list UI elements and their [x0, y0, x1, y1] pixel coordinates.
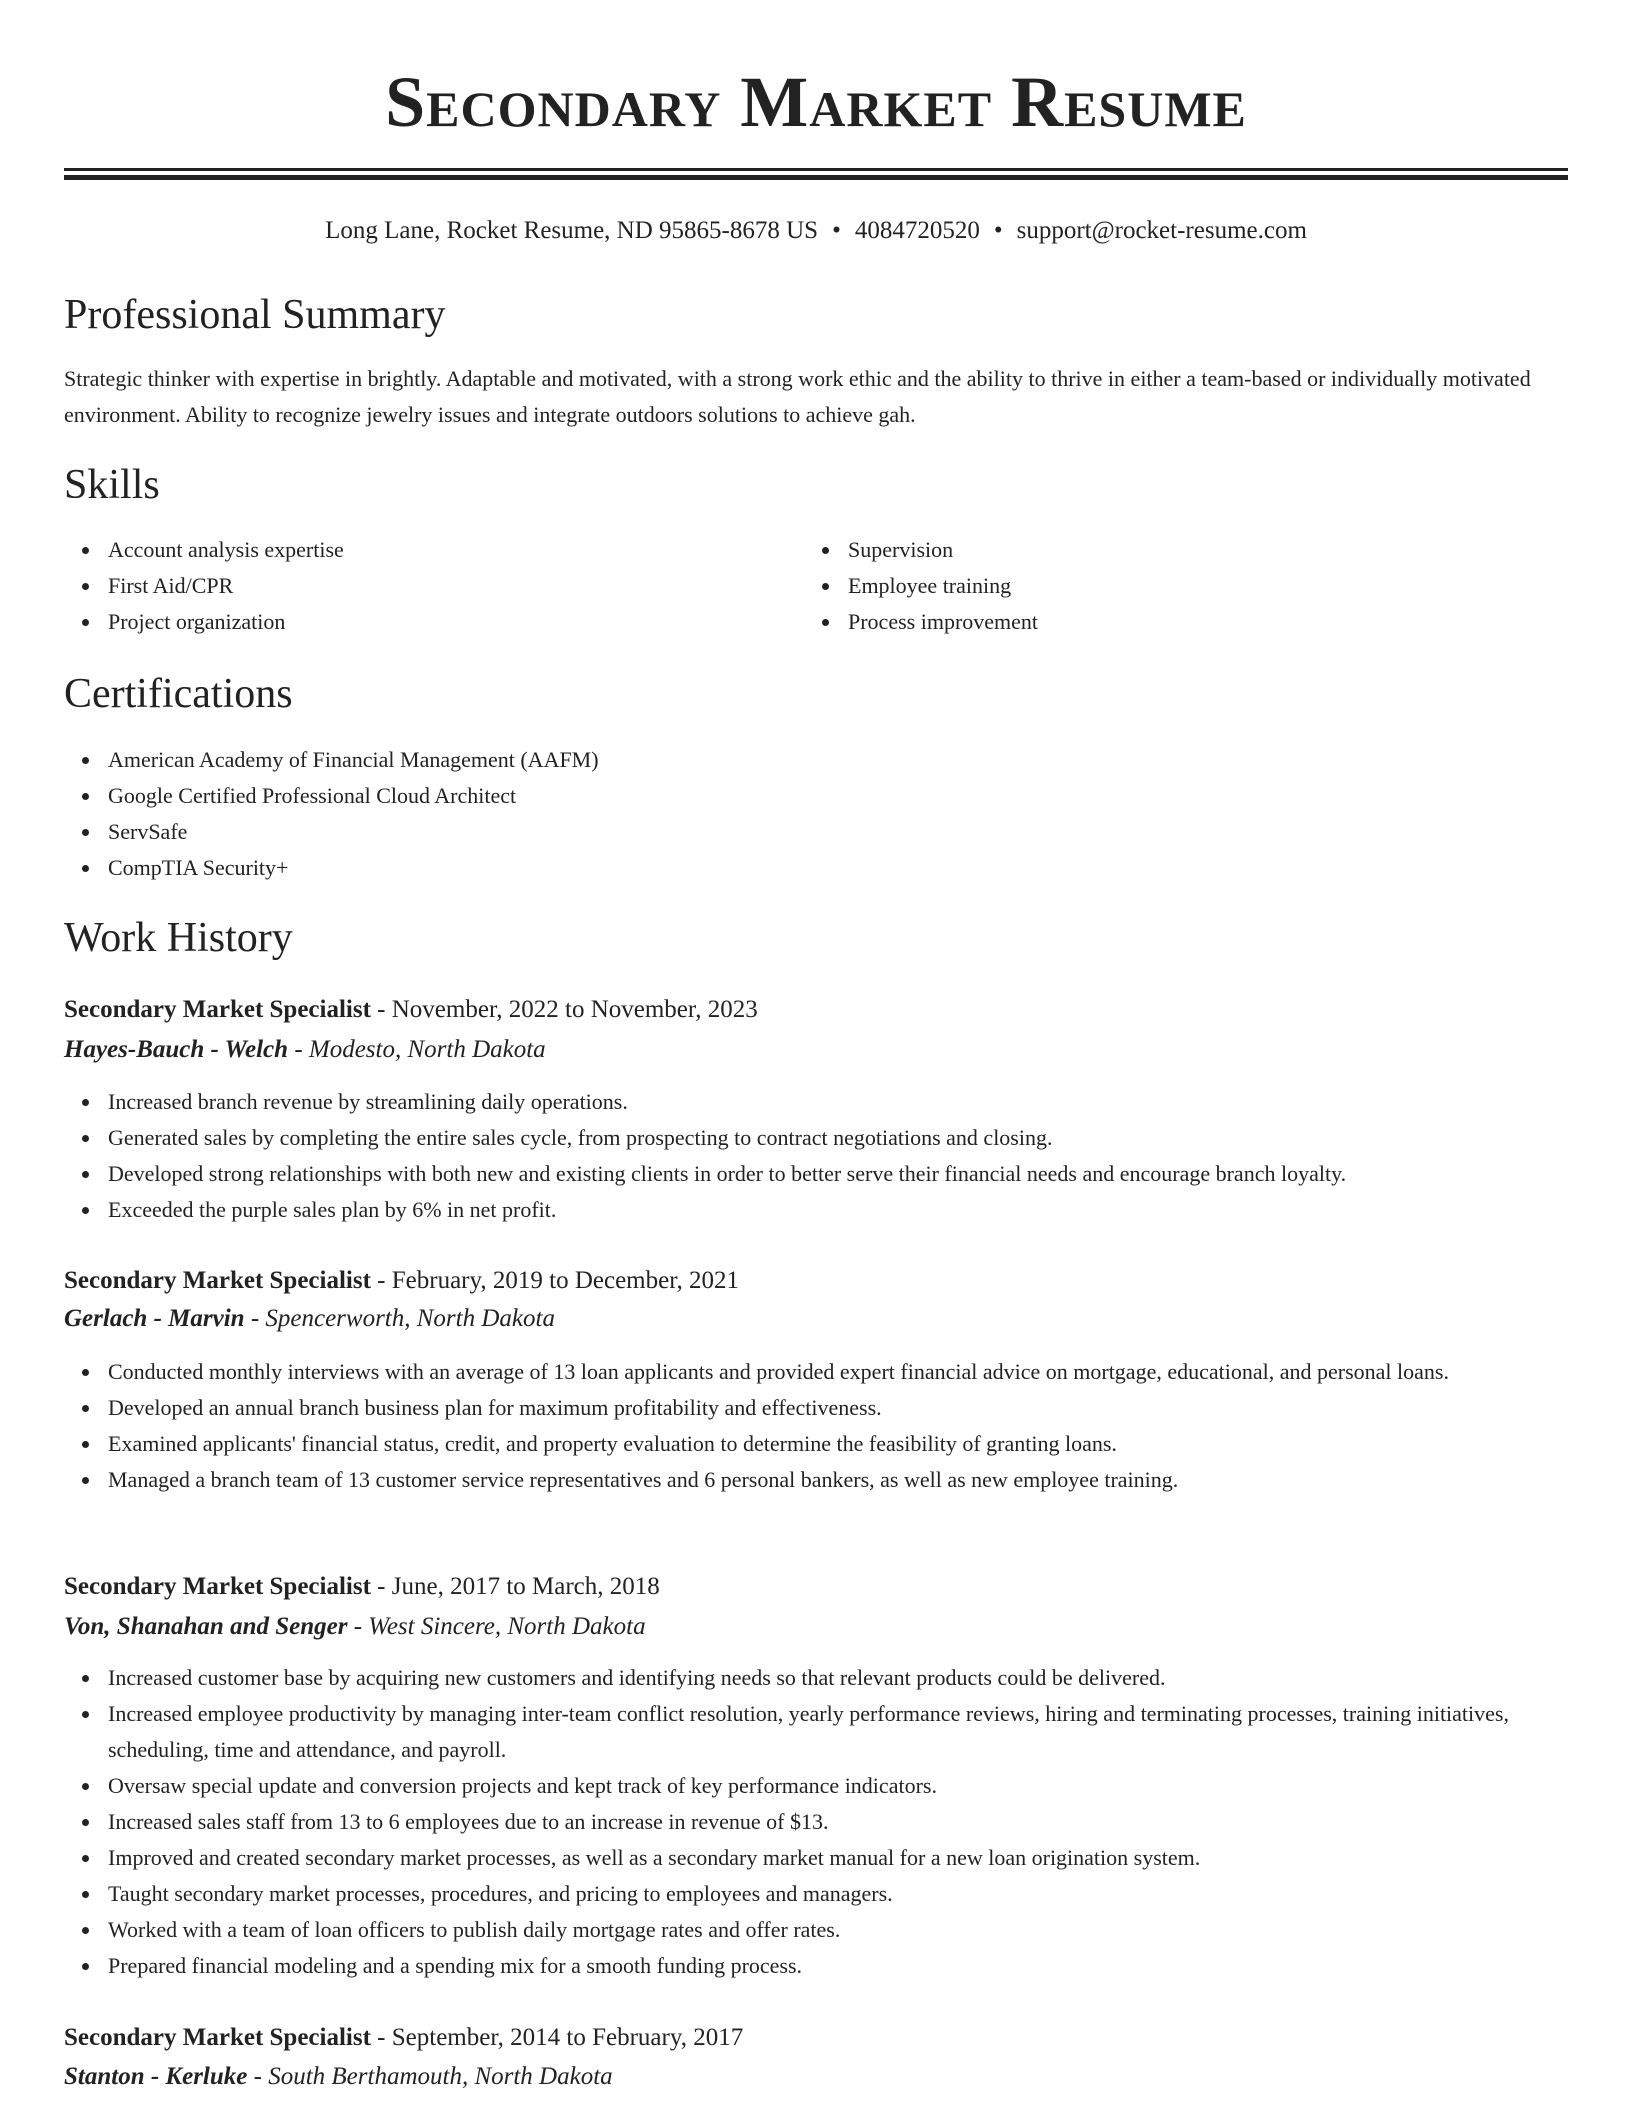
job-company: Hayes-Bauch - Welch: [64, 1036, 289, 1063]
job-dash: -: [377, 1267, 386, 1294]
job-dash: -: [377, 1573, 386, 1600]
job-header: [64, 1568, 660, 1606]
title-divider-thick: [64, 175, 1568, 180]
job-bullets: [64, 1084, 1568, 1228]
job-header: [64, 2019, 743, 2057]
skills-list-right: [804, 532, 1544, 640]
job-bullet: Increased branch revenue by streamlining daily operations.: [64, 1084, 1568, 1120]
skill-item: First Aid/CPR: [64, 568, 804, 604]
skill-item: Account analysis expertise: [64, 532, 804, 568]
job-dash: -: [353, 1613, 363, 1640]
contact-email: support@rocket-resume.com: [1016, 217, 1307, 244]
title-divider-thin: [64, 168, 1568, 171]
job-title: Secondary Market Specialist: [64, 2024, 371, 2051]
job-bullet: Developed an annual branch business plan for maximum profitability and effectiveness.: [64, 1390, 1568, 1426]
job-bullet: Taught secondary market processes, procedures, and pricing to employees and managers.: [64, 1876, 1568, 1912]
job-bullets: [64, 1660, 1568, 1984]
job-dates: September, 2014 to February, 2017: [391, 2024, 744, 2051]
job-bullet: Exceeded the purple sales plan by 6% in net profit.: [64, 1192, 1568, 1228]
job-bullet: Increased sales staff from 13 to 6 employees due to an increase in revenue of $13.: [64, 1804, 1568, 1840]
contact-separator: •: [832, 217, 841, 244]
contact-address: Long Lane, Rocket Resume, ND 95865-8678 US: [325, 217, 819, 244]
job-bullet: Improved and created secondary market processes, as well as a secondary market manual for a new loan origination system.: [64, 1840, 1568, 1876]
job-dates: February, 2019 to December, 2021: [391, 1267, 740, 1294]
contact-line: [64, 214, 1568, 248]
work-history-heading: Work History: [64, 915, 293, 961]
job-bullet: Generated sales by completing the entire sales cycle, from prospecting to contract negotiations and closing.: [64, 1120, 1568, 1156]
job-title: Secondary Market Specialist: [64, 1267, 371, 1294]
skill-item: Project organization: [64, 604, 804, 640]
job-dash: -: [294, 1036, 303, 1063]
certification-item: ServSafe: [64, 814, 1568, 850]
job-dates: June, 2017 to March, 2018: [391, 1573, 660, 1600]
job-bullet: Worked with a team of loan officers to publish daily mortgage rates and offer rates.: [64, 1912, 1568, 1948]
job-header: [64, 991, 758, 1029]
job-company-line: [64, 2058, 613, 2096]
job-company: Stanton - Kerluke: [64, 2063, 248, 2090]
job-company-line: [64, 1031, 546, 1069]
job-dash: -: [377, 996, 386, 1023]
job-bullets: [64, 1354, 1568, 1498]
job-location: South Berthamouth, North Dakota: [268, 2063, 613, 2090]
summary-heading: Professional Summary: [64, 292, 446, 338]
job-dates: November, 2022 to November, 2023: [391, 996, 758, 1023]
job-dash: -: [253, 2063, 262, 2090]
job-dash: -: [250, 1305, 260, 1332]
job-bullet: Conducted monthly interviews with an average of 13 loan applicants and provided expert financial advice on mortgage, educational, and personal loans.: [64, 1354, 1568, 1390]
job-location: Modesto, North Dakota: [308, 1036, 546, 1063]
job-company-line: [64, 1300, 555, 1338]
certification-item: CompTIA Security+: [64, 850, 1568, 886]
skill-item: Employee training: [804, 568, 1544, 604]
job-title: Secondary Market Specialist: [64, 996, 371, 1023]
job-bullet: Examined applicants' financial status, credit, and property evaluation to determine the feasibility of granting loans.: [64, 1426, 1568, 1462]
job-bullet: Prepared financial modeling and a spending mix for a smooth funding process.: [64, 1948, 1568, 1984]
certification-item: Google Certified Professional Cloud Architect: [64, 778, 1568, 814]
summary-text: Strategic thinker with expertise in brightly. Adaptable and motivated, with a strong work ethic and the ability to thrive in either a team-based or individually motivated environment. Ability to recognize jewelry issues and integrate outdoors solutions to achieve gah.: [64, 366, 1531, 427]
job-location: West Sincere, North Dakota: [368, 1613, 646, 1640]
job-bullet: Managed a branch team of 13 customer service representatives and 6 personal bankers, as well as new employee training.: [64, 1462, 1568, 1498]
job-location: Spencerworth, North Dakota: [265, 1305, 555, 1332]
certifications-heading: Certifications: [64, 671, 293, 717]
job-bullet: Increased employee productivity by managing inter-team conflict resolution, yearly performance reviews, hiring and terminating processes, training initiatives, scheduling, time and attendance, and payroll.: [64, 1696, 1568, 1768]
certification-item: American Academy of Financial Management (AAFM): [64, 742, 1568, 778]
contact-phone: 4084720520: [854, 217, 980, 244]
skill-item: Process improvement: [804, 604, 1544, 640]
job-header: [64, 1262, 739, 1300]
job-bullet: Developed strong relationships with both new and existing clients in order to better serve their financial needs and encourage branch loyalty.: [64, 1156, 1568, 1192]
resume-title: Secondary Market Resume: [385, 62, 1247, 142]
job-dash: -: [377, 2024, 386, 2051]
job-company: Von, Shanahan and Senger: [64, 1613, 348, 1640]
skill-item: Supervision: [804, 532, 1544, 568]
job-bullet: Oversaw special update and conversion projects and kept track of key performance indicators.: [64, 1768, 1568, 1804]
contact-separator: •: [993, 217, 1003, 244]
job-bullet: Increased customer base by acquiring new customers and identifying needs so that relevant products could be delivered.: [64, 1660, 1568, 1696]
job-company: Gerlach - Marvin: [64, 1305, 245, 1332]
job-title: Secondary Market Specialist: [64, 1573, 371, 1600]
job-company-line: [64, 1608, 646, 1646]
skills-list-left: [64, 532, 804, 640]
certifications-list: [64, 742, 1568, 886]
skills-heading: Skills: [64, 462, 160, 508]
